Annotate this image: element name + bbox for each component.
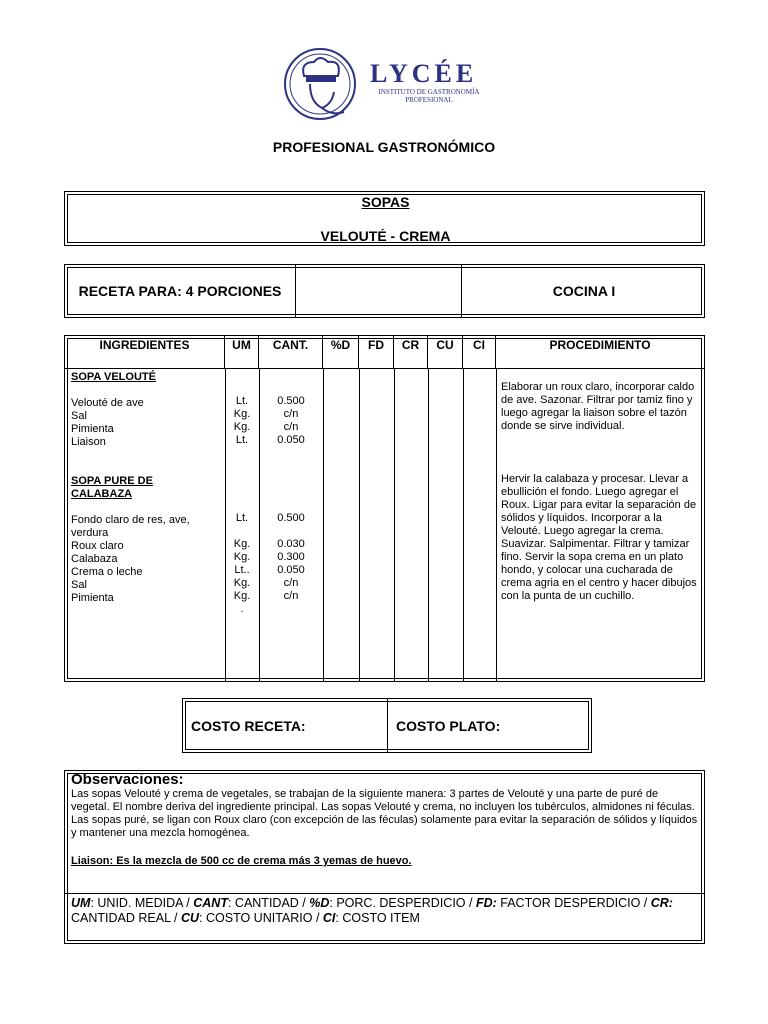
legend-abbr: %D <box>309 896 330 910</box>
legend-abbr: CANT <box>193 896 228 910</box>
observations-title: Observaciones: <box>71 771 184 788</box>
um-value <box>225 525 259 538</box>
ingredient-list-veloute <box>71 397 144 449</box>
legend-divider <box>65 893 704 894</box>
section-header-box <box>64 191 705 246</box>
um-value: Lt. <box>235 512 249 524</box>
observations-box <box>64 770 705 944</box>
logo-subtitle-line1: INSTITUTO DE GASTRONOMÍA <box>378 88 480 96</box>
um-value: Kg. <box>233 551 251 563</box>
ingredient-name: Fondo claro de res, ave, <box>71 514 190 526</box>
legend-abbr: CU <box>180 911 200 925</box>
header-procedimiento: PROCEDIMIENTO <box>549 338 651 352</box>
logo-text <box>370 60 488 104</box>
col-divider <box>496 368 497 681</box>
observations-text: Las sopas Velouté y crema de vegetales, se trabajan de la siguiente manera: 3 partes de Velouté y una parte de puré de vegetal. El nombre deriva del ingrediente principal. Las sopas Velouté y crema, no incluyen los tubérculos, almidones ni féculas. Las sopas puré, se ligan con Roux claro (con excepción de las féculas) solamente para evitar la separación de sólidos y líquidos y mantener una mezcla homogénea. <box>71 788 698 839</box>
ingredient-list-calabaza <box>71 514 190 605</box>
ingredient-name: Pimienta <box>71 592 114 604</box>
page-title: PROFESIONAL GASTRONÓMICO <box>272 139 496 155</box>
col-divider <box>323 368 324 681</box>
header-cu: CU <box>428 336 463 368</box>
um-value: Kg. <box>233 577 251 589</box>
kitchen-label: COCINA I <box>552 283 616 299</box>
cost-plate-label: COSTO PLATO: <box>396 717 501 734</box>
um-value: Kg. <box>233 590 251 602</box>
col-divider <box>428 368 429 681</box>
col-divider <box>359 368 360 681</box>
ingredient-name: Sal <box>71 579 87 591</box>
legend-text: : UNID. MEDIDA / <box>90 896 194 910</box>
header-fd: FD <box>359 336 394 368</box>
cant-value: 0.300 <box>277 551 305 563</box>
cant-list-veloute <box>259 395 323 447</box>
cant-value: c/n <box>283 408 299 420</box>
cant-value: 0.050 <box>277 564 305 576</box>
header-um: UM <box>225 336 259 368</box>
um-value: Lt.. <box>234 564 250 576</box>
legend-abbr: CI <box>322 911 336 925</box>
cant-list-calabaza <box>259 512 323 603</box>
procedure-veloute: Elaborar un roux claro, incorporar caldo de ave. Sazonar. Filtrar por tamiz fino y luego agregar la liaison sobre el tazón donde se sirve individual. <box>501 381 695 432</box>
um-value: Kg. <box>233 421 251 433</box>
header-ingredientes: INGREDIENTES <box>65 336 225 368</box>
um-value: . <box>240 603 244 615</box>
group-title-veloute: SOPA VELOUTÉ <box>71 371 156 383</box>
ingredient-name: Crema o leche <box>71 566 143 578</box>
col-divider <box>463 368 464 681</box>
group-title-calabaza-2: CALABAZA <box>71 488 133 500</box>
cant-value: c/n <box>283 421 299 433</box>
um-list-veloute <box>225 395 259 447</box>
cant-value: 0.030 <box>277 538 305 550</box>
um-value: Kg. <box>233 538 251 550</box>
cost-recipe-label: COSTO RECETA: <box>183 699 388 752</box>
chef-emblem-icon <box>282 46 372 122</box>
ingredient-name: Sal <box>71 410 87 422</box>
cant-value: c/n <box>283 577 299 589</box>
portion-row <box>64 264 705 318</box>
um-list-calabaza <box>225 512 259 616</box>
um-value: Lt. <box>235 434 249 446</box>
ingredient-name: verdura <box>71 527 109 539</box>
logo-subtitle-line2: PROFESIONAL <box>405 96 453 104</box>
portion-label: RECETA PARA: 4 PORCIONES <box>65 265 296 317</box>
legend-text: : PORC. DESPERDICIO / <box>329 896 476 910</box>
legend-abbr: UM <box>71 896 91 910</box>
ingredient-name: Calabaza <box>71 553 118 565</box>
group-title-calabaza-1: SOPA PURE DE <box>71 475 153 487</box>
um-value: Kg. <box>233 408 251 420</box>
section-title: SOPAS <box>361 194 410 210</box>
cant-value: 0.050 <box>277 434 305 446</box>
um-value: Lt. <box>235 395 249 407</box>
legend-text: : COSTO ITEM <box>335 911 420 925</box>
legend-text: : COSTO UNITARIO / <box>199 911 323 925</box>
cant-value: 0.500 <box>277 395 305 407</box>
abbreviation-legend <box>71 896 699 926</box>
header-pct-d: %D <box>323 336 359 368</box>
cant-value <box>259 525 323 538</box>
header-ci: CI <box>463 336 496 368</box>
header-cr: CR <box>394 336 428 368</box>
legend-abbr: CR: <box>650 896 673 910</box>
cant-value: c/n <box>283 590 299 602</box>
cost-box <box>182 698 592 753</box>
ingredient-name: Roux claro <box>71 540 124 552</box>
legend-abbr: FD: <box>475 896 497 910</box>
recipe-table <box>64 335 705 682</box>
ingredient-name: Pimienta <box>71 423 114 435</box>
header-cant: CANT. <box>259 336 323 368</box>
logo-wordmark: LYCÉE <box>370 59 478 88</box>
ingredient-name: Velouté de ave <box>71 397 144 409</box>
header-divider <box>65 368 704 369</box>
logo-subtitle <box>370 88 488 104</box>
legend-text: : CANTIDAD / <box>227 896 310 910</box>
legend-text: CANTIDAD REAL / <box>71 911 181 925</box>
ingredient-name: Liaison <box>71 436 106 448</box>
legend-text: FACTOR DESPERDICIO / <box>496 896 651 910</box>
liaison-note: Liaison: Es la mezcla de 500 cc de crema más 3 yemas de huevo. <box>71 855 412 867</box>
procedure-calabaza: Hervir la calabaza y procesar. Llevar a ebullición el fondo. Luego agregar el Roux. Ligar para evitar la separación de sólidos y líquidos. Incorporar a la Velouté. Luego agregar la crema. Suavizar. Salpimentar. Filtrar y tamizar fino. Servir la sopa crema en un plato hondo, y colocar una cucharada de crema agria en el centro y hacer dibujos con la punta de un cuchillo. <box>501 473 697 602</box>
col-divider <box>394 368 395 681</box>
cant-value: 0.500 <box>277 512 305 524</box>
recipe-title: VELOUTÉ - CREMA <box>320 228 451 244</box>
portion-blank-cell <box>296 265 462 317</box>
